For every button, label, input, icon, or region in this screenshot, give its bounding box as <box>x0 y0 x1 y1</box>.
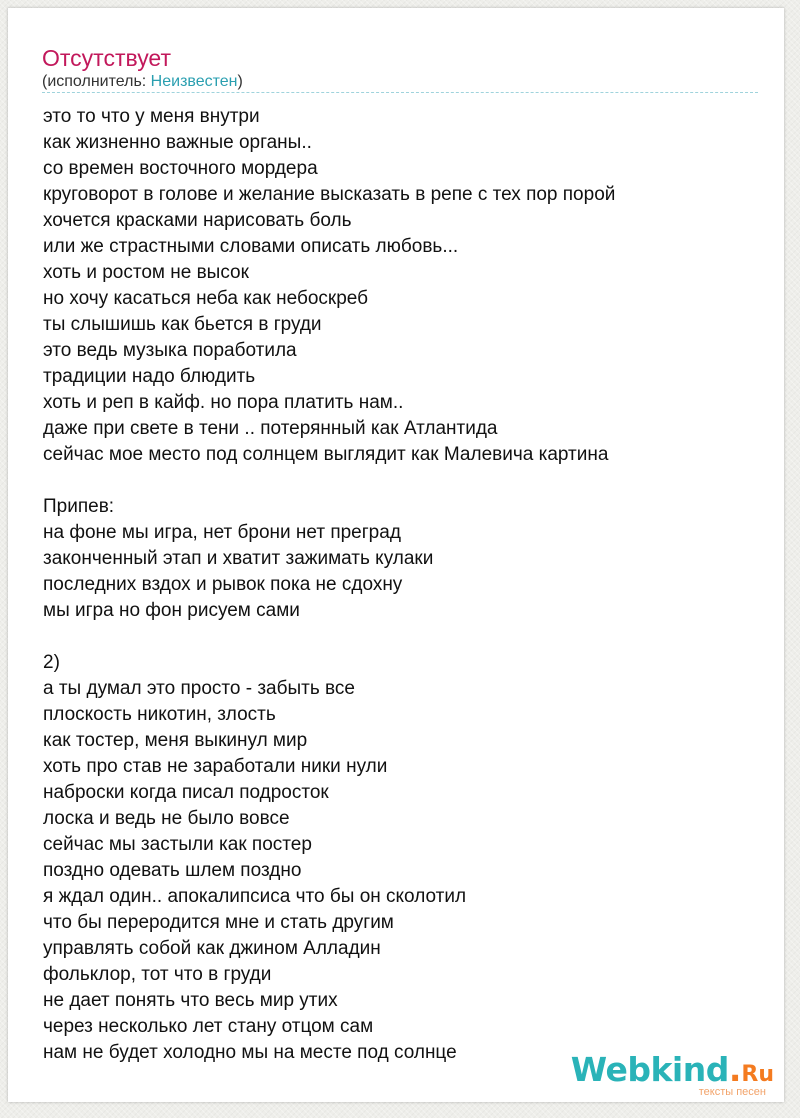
lyric-line: последних вздох и рывок пока не сдохну <box>43 574 403 595</box>
artist-link[interactable]: Неизвестен <box>150 73 238 90</box>
lyric-line: нам не будет холодно мы на месте под солнце <box>43 1042 457 1063</box>
lyric-line: через несколько лет стану отцом сам <box>43 1016 374 1037</box>
artist-suffix: ) <box>237 73 243 90</box>
lyric-line: хоть про став не заработали ники нули <box>43 756 388 777</box>
watermark-name: Webkind <box>570 1050 729 1089</box>
lyric-line: сейчас мое место под солнцем выглядит как Малевича картина <box>43 444 609 465</box>
lyric-line: а ты думал это просто - забыть все <box>43 678 355 699</box>
lyric-line: хоть и реп в кайф. но пора платить нам.. <box>43 392 404 413</box>
verse-heading: 2) <box>43 652 60 673</box>
song-title: Отсутствует <box>42 45 171 71</box>
watermark-subtitle: тексты песен <box>698 1086 766 1098</box>
chorus-heading: Припев: <box>43 496 115 517</box>
lyric-line: даже при свете в тени .. потерянный как Атлантида <box>43 418 498 439</box>
artist-line <box>42 73 243 91</box>
lyric-line: ты слышишь как бьется в груди <box>43 314 322 335</box>
lyrics-text <box>43 104 763 1066</box>
lyric-line: я ждал один.. апокалипсиса что бы он сколотил <box>43 886 467 907</box>
site-watermark <box>570 1050 774 1098</box>
lyric-line: как тостер, меня выкинул мир <box>43 730 308 751</box>
lyric-line: это ведь музыка поработила <box>43 340 297 361</box>
artist-prefix: (исполнитель: <box>42 73 151 90</box>
lyric-line: не дает понять что весь мир утих <box>43 990 338 1011</box>
lyric-line: лоска и ведь не было вовсе <box>43 808 290 829</box>
lyric-line: поздно одевать шлем поздно <box>43 860 302 881</box>
lyric-line: плоскость никотин, злость <box>43 704 276 725</box>
lyric-line: или же страстными словами описать любовь... <box>43 236 459 257</box>
lyric-line: круговорот в голове и желание высказать в репе с тех пор порой <box>43 184 616 205</box>
lyric-line: фольклор, тот что в груди <box>43 964 272 985</box>
lyric-line: законченный этап и хватит зажимать кулаки <box>43 548 434 569</box>
watermark-tld: Ru <box>741 1062 774 1087</box>
lyric-line: что бы переродится мне и стать другим <box>43 912 394 933</box>
title-divider <box>42 92 758 93</box>
lyric-line: наброски когда писал подросток <box>43 782 329 803</box>
lyric-line: сейчас мы застыли как постер <box>43 834 312 855</box>
lyric-line: но хочу касаться неба как небоскреб <box>43 288 369 309</box>
lyric-line: хоть и ростом не высок <box>43 262 249 283</box>
lyric-line: традиции надо блюдить <box>43 366 256 387</box>
lyric-line: управлять собой как джином Алладин <box>43 938 381 959</box>
lyric-line: хочется красками нарисовать боль <box>43 210 352 231</box>
lyric-line: это то что у меня внутри <box>43 106 260 127</box>
blank-line <box>43 468 763 494</box>
lyric-line: мы игра но фон рисуем сами <box>43 600 300 621</box>
watermark-dot: . <box>728 1050 742 1089</box>
lyric-line: со времен восточного мордера <box>43 158 318 179</box>
lyric-line: как жизненно важные органы.. <box>43 132 312 153</box>
blank-line <box>43 624 763 650</box>
lyric-line: на фоне мы игра, нет брони нет преград <box>43 522 401 543</box>
